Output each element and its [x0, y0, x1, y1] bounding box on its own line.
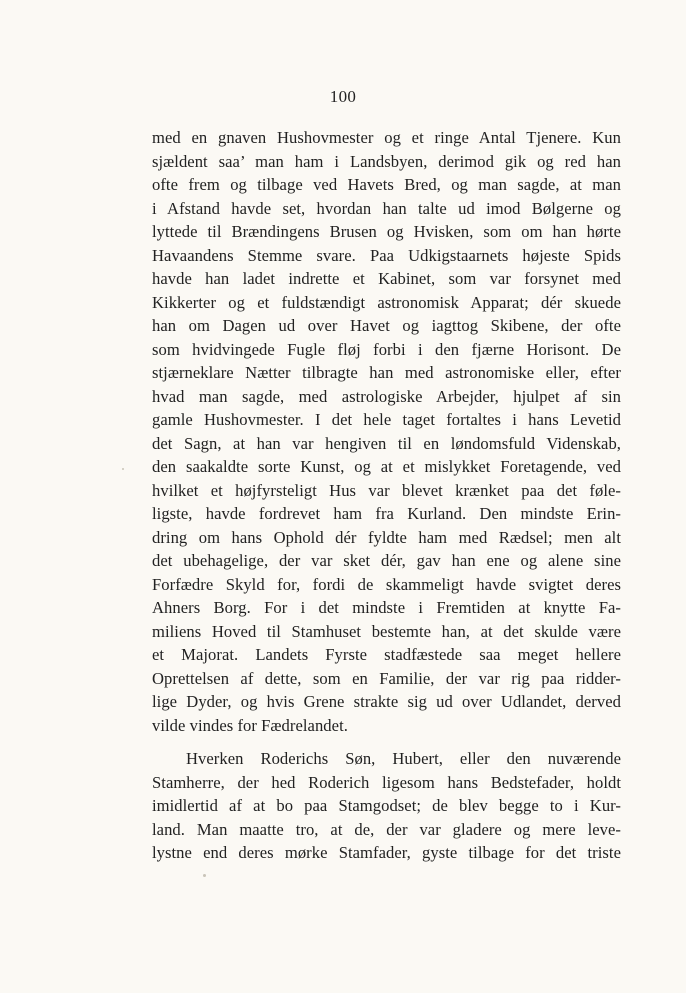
text-line: sjældent saa’ man ham i Landsbyen, derimod gik og red han [152, 151, 621, 171]
text-line: dring om hans Ophold dér fyldte ham med Rædsel; men alt [152, 527, 621, 547]
paragraph-1 [152, 126, 621, 737]
text-line: Hverken Roderichs Søn, Hubert, eller den nuværende [186, 749, 621, 768]
text-line: miliens Hoved til Stamhuset bestemte han, at det skulde være [152, 621, 621, 641]
text-line: gamle Hushovmester. I det hele taget fortaltes i hans Levetid [152, 410, 621, 429]
text-line: Ahners Borg. For i det mindste i Fremtiden at knytte Fa- [152, 598, 621, 617]
text-line: i Afstand havde set, hvordan han talte ud imod Bølgerne og [152, 198, 621, 218]
text-line: Oprettelsen af dette, som en Familie, der var rig paa ridder- [152, 668, 621, 688]
text-line: vilde vindes for Fædrelandet. [152, 715, 348, 735]
paper-speck [203, 874, 206, 877]
text-line: havde han ladet indrette et Kabinet, som var forsynet med [152, 269, 621, 288]
paragraph-2 [152, 747, 621, 865]
text-line: ofte frem og tilbage ved Havets Bred, og man sagde, at man [152, 175, 621, 194]
text-line: Stamherre, der hed Roderich ligesom hans Bedstefader, holdt [152, 772, 621, 792]
text-line: hvilket et højfyrsteligt Hus var blevet krænket paa det føle- [152, 480, 621, 500]
text-line: stjærneklare Nætter tilbragte han med astronomiske eller, efter [152, 363, 621, 382]
text-line: Kikkerter og et fuldstændigt astronomisk Apparat; dér skuede [152, 292, 621, 312]
text-line: det Sagn, at han var hengiven til en løndomsfuld Videnskab, [152, 433, 621, 453]
page-number: 100 [329, 87, 357, 106]
text-line: lyttede til Brændingens Brusen og Hvisken, som om han hørte [152, 222, 621, 241]
body-text [152, 126, 621, 865]
text-line: som hvidvingede Fugle fløj forbi i den fjærne Horisont. De [152, 339, 621, 359]
text-line: land. Man maatte tro, at de, der var gladere og mere leve- [152, 819, 621, 839]
text-line: et Majorat. Landets Fyrste stadfæstede saa meget hellere [152, 645, 621, 664]
text-line: lystne end deres mørke Stamfader, gyste tilbage for det triste [152, 843, 621, 862]
text-line: ligste, havde fordrevet ham fra Kurland. Den mindste Erin- [152, 504, 621, 523]
paper-speck [122, 468, 124, 470]
text-line: Forfædre Skyld for, fordi de skammeligt havde svigtet deres [152, 574, 621, 594]
text-line: Havaandens Stemme svare. Paa Udkigstaarnets højeste Spids [152, 245, 621, 265]
text-line: med en gnaven Hushovmester og et ringe Antal Tjenere. Kun [152, 128, 621, 147]
paragraph-spacer [152, 737, 621, 747]
text-line: lige Dyder, og hvis Grene strakte sig ud over Udlandet, derved [152, 692, 621, 711]
text-line: den saakaldte sorte Kunst, og at et mislykket Foretagende, ved [152, 457, 621, 476]
text-line: hvad man sagde, med astrologiske Arbejder, hjulpet af sin [152, 386, 621, 406]
text-line: det ubehagelige, der var sket dér, gav han ene og alene sine [152, 551, 621, 570]
text-line: imidlertid af at bo paa Stamgodset; de blev begge to i Kur- [152, 796, 621, 815]
text-line: han om Dagen ud over Havet og iagttog Skibene, der ofte [152, 316, 621, 335]
